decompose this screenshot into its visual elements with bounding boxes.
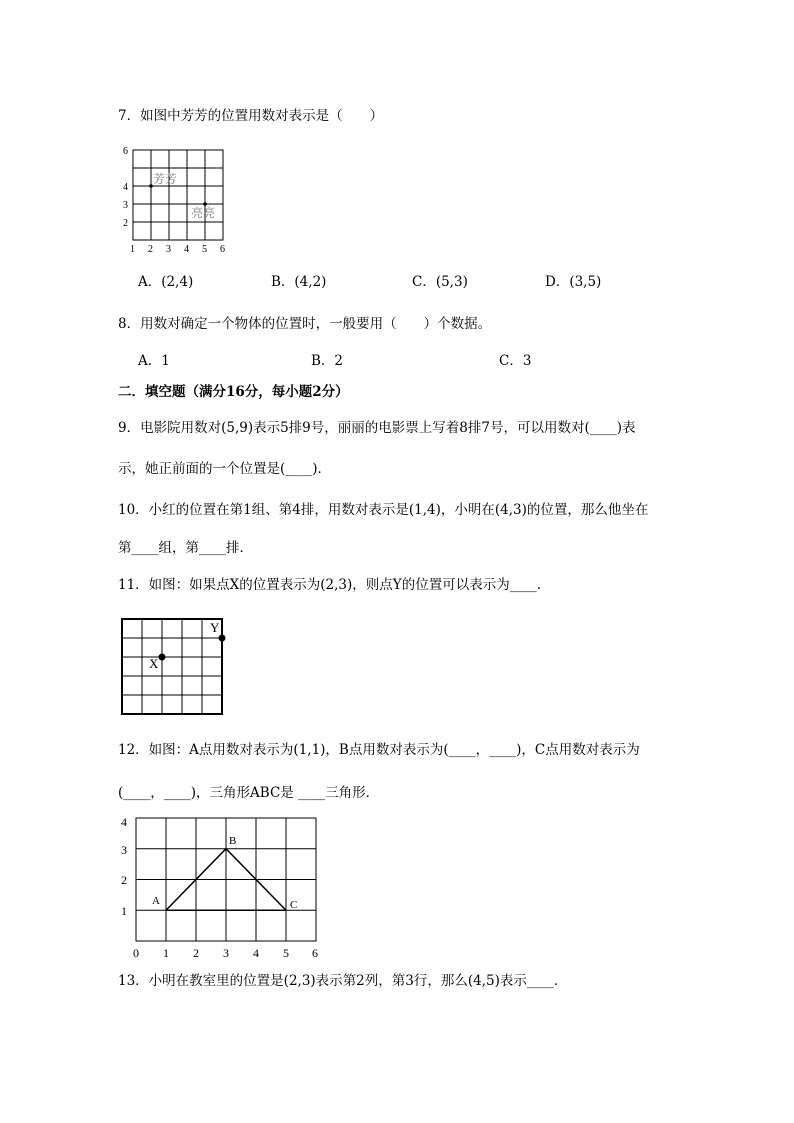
q11-label-y: Y [210, 620, 220, 635]
q7-x-label-3: 3 [166, 244, 171, 255]
q11-point-x [159, 654, 166, 661]
q11-label-x: X [149, 656, 159, 671]
q7-y-label-4: 4 [123, 182, 128, 193]
q8-option-c[interactable]: C．3 [499, 353, 532, 369]
q12-y-label-3: 3 [121, 843, 127, 857]
question-7-grid-figure [118, 144, 228, 256]
q12-x-label-0: 0 [133, 946, 139, 960]
question-10-line-2: 第____组，第____排． [118, 540, 253, 556]
q12-x-label-2: 2 [193, 946, 199, 960]
q7-label-fangfang: 芳芳 [153, 172, 178, 186]
q11-point-y [219, 635, 226, 642]
question-12-line-1: 12．如图：A点用数对表示为(1,1)，B点用数对表示为(____，____)，C点用数对表示为 [118, 742, 640, 758]
question-13-stem: 13．小明在教室里的位置是(2,3)表示第2列，第3行，那么(4,5)表示____． [118, 973, 568, 989]
question-10-line-1: 10．小红的位置在第1组、第4排，用数对表示是(1,4)，小明在(4,3)的位置，那么他坐在 [118, 502, 649, 518]
q12-x-label-1: 1 [163, 946, 169, 960]
question-11-grid-figure [118, 614, 230, 718]
question-9-line-2: 示，她正前面的一个位置是(____)． [118, 461, 332, 477]
q12-x-label-4: 4 [253, 946, 259, 960]
q7-option-c[interactable]: C．(5,3) [412, 274, 468, 290]
q7-y-label-2: 2 [123, 218, 128, 229]
q12-x-label-5: 5 [283, 946, 289, 960]
q7-label-liangliang: 亮亮 [191, 206, 216, 220]
q7-y-label-3: 3 [123, 200, 128, 211]
q7-x-label-6: 6 [220, 244, 225, 255]
q12-x-label-6: 6 [312, 946, 318, 960]
question-9-line-1: 9．电影院用数对(5,9)表示5排9号，丽丽的电影票上写着8排7号，可以用数对(____)表 [118, 420, 636, 436]
q8-option-b[interactable]: B．2 [311, 353, 344, 369]
q7-x-label-2: 2 [148, 244, 153, 255]
q12-y-label-2: 2 [121, 873, 127, 887]
q12-label-c: C [290, 899, 298, 911]
question-7-stem: 7．如图中芳芳的位置用数对表示是（ ） [118, 108, 384, 124]
q12-x-label-3: 3 [223, 946, 229, 960]
q7-x-label-1: 1 [130, 244, 135, 255]
question-12-grid-figure [115, 812, 325, 962]
q12-y-label-1: 1 [121, 904, 127, 918]
q12-y-label-4: 4 [121, 815, 127, 829]
q7-option-a[interactable]: A．(2,4) [138, 274, 194, 290]
q7-option-d[interactable]: D．(3,5) [545, 274, 602, 290]
section-2-title: 二．填空题（满分16分，每小题2分） [118, 384, 349, 400]
question-11-stem: 11．如图：如果点X的位置表示为(2,3)，则点Y的位置可以表示为____． [118, 577, 551, 593]
q12-label-a: A [152, 895, 160, 907]
question-8-stem: 8．用数对确定一个物体的位置时，一般要用（ ）个数据。 [118, 316, 492, 332]
q7-x-label-5: 5 [202, 244, 207, 255]
q12-label-b: B [229, 835, 237, 847]
q7-option-b[interactable]: B．(4,2) [271, 274, 327, 290]
q7-y-label-6: 6 [123, 146, 128, 157]
question-12-line-2: (____，____)，三角形ABC是 ____三角形． [118, 785, 380, 801]
q7-x-label-4: 4 [184, 244, 189, 255]
q8-option-a[interactable]: A．1 [138, 353, 170, 369]
